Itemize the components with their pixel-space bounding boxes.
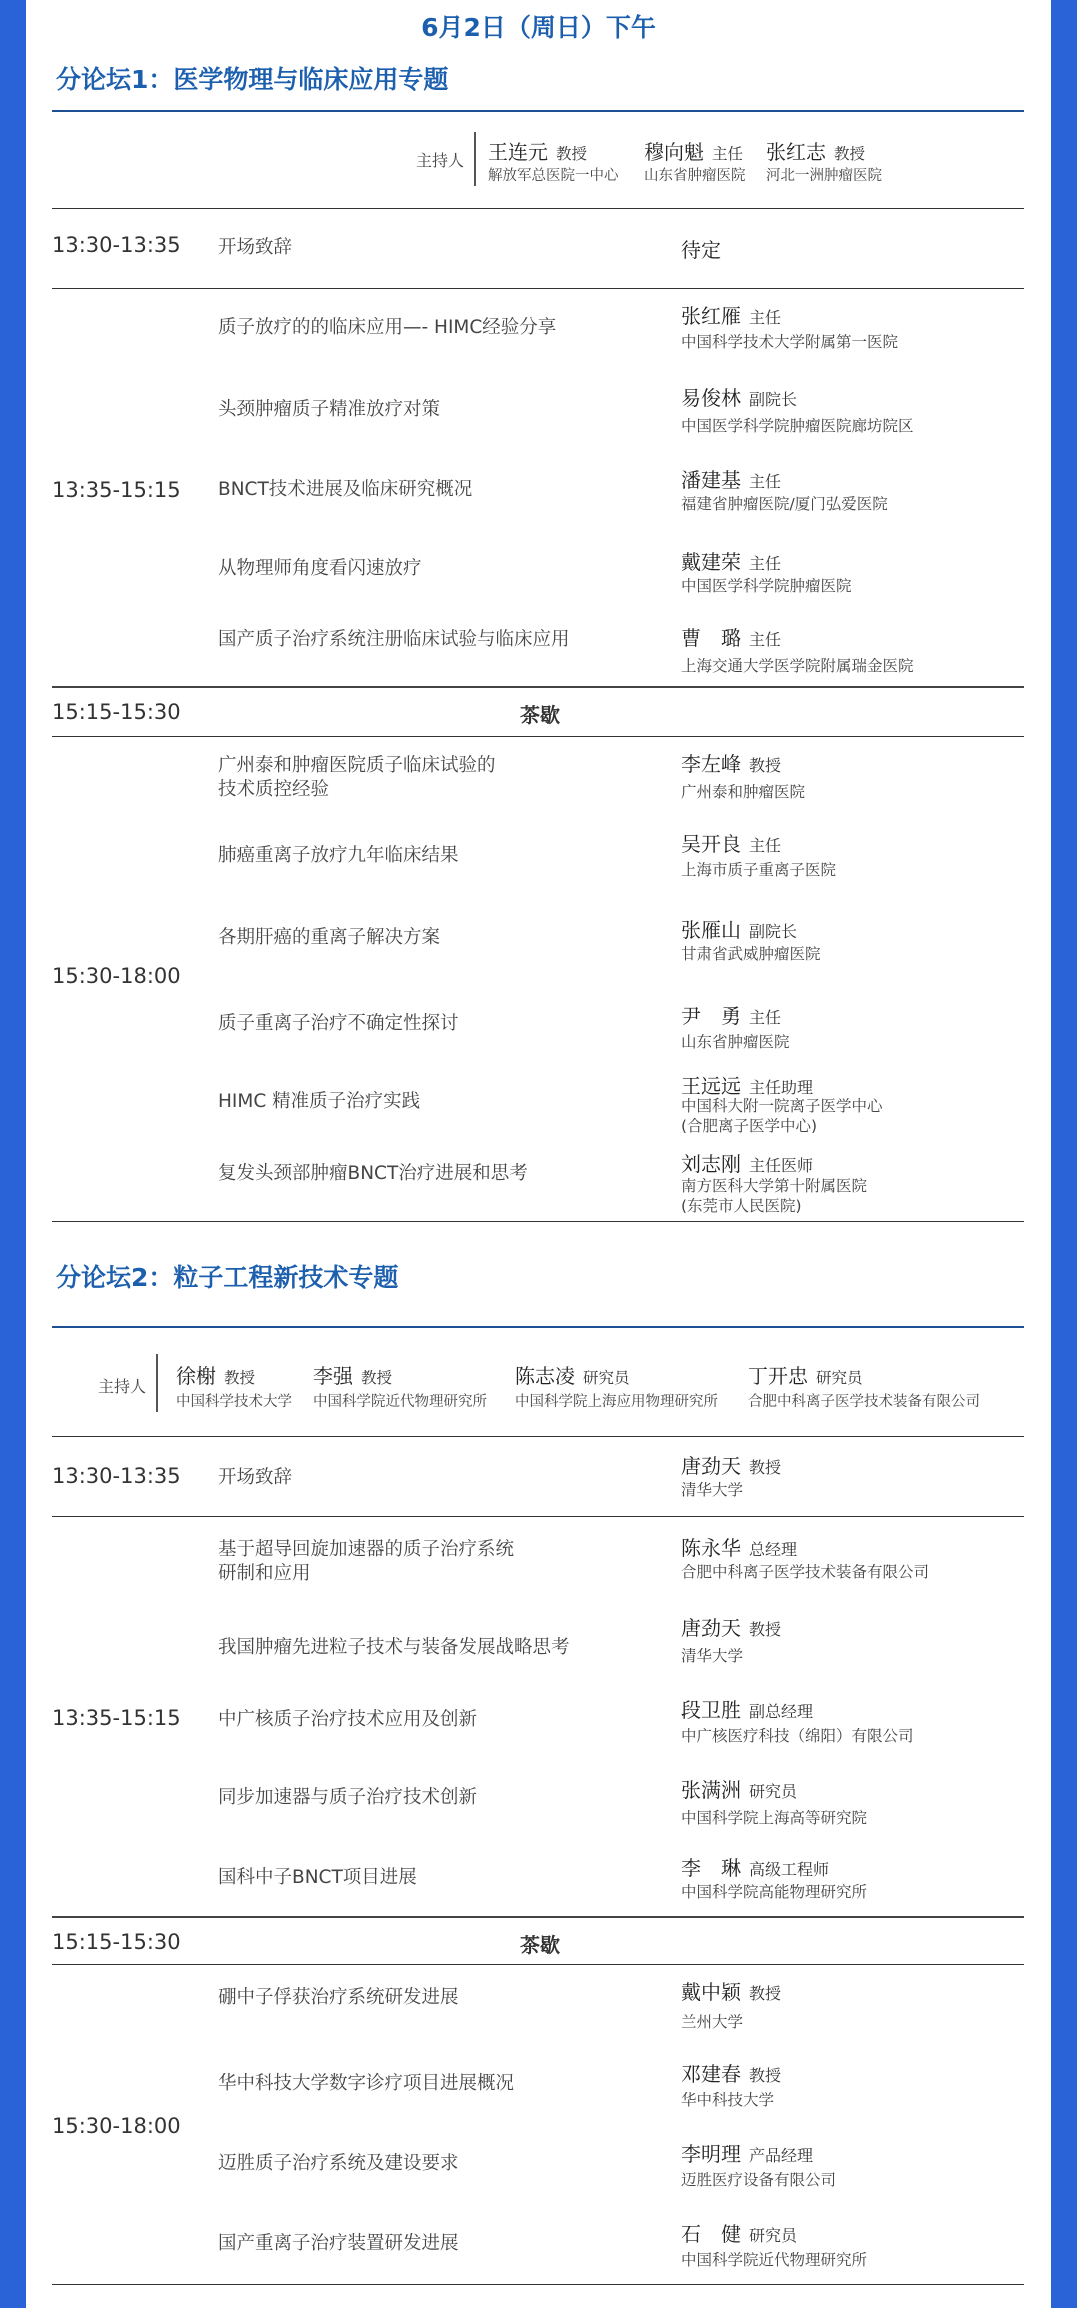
speaker (681, 2138, 813, 2167)
row-divider (52, 736, 1024, 737)
speaker-name: 戴中颖 (681, 1980, 741, 2004)
forum1-title-rule (52, 110, 1024, 112)
speaker (681, 546, 781, 575)
row-divider (52, 1221, 1024, 1222)
host-name: 穆向魁 (644, 140, 704, 164)
day-title: 6月2日（周日）下午 (421, 13, 656, 42)
forum1-host-divider (474, 132, 476, 186)
session-topic: 国科中子BNCT项目进展 (218, 1867, 417, 1888)
host-title: 教授 (834, 145, 866, 163)
speaker-org: 清华大学 (681, 1481, 744, 1499)
host-title: 研究员 (816, 1369, 863, 1387)
speaker-org: 中国科学院高能物理研究所 (681, 1883, 868, 1901)
speaker-name: 易俊林 (681, 386, 741, 410)
speaker-org: 迈胜医疗设备有限公司 (681, 2171, 837, 2189)
session-topic: 开场致辞 (218, 237, 293, 258)
speaker-title: 教授 (749, 1620, 782, 1639)
time-slot: 13:30-13:35 (52, 1464, 181, 1488)
speaker-org: 华中科技大学 (681, 2091, 775, 2109)
row-divider (52, 288, 1024, 289)
speaker-name: 曹 璐 (681, 626, 741, 650)
host-title: 主任 (712, 145, 744, 163)
session-topic: 复发头颈部肿瘤BNCT治疗进展和思考 (218, 1163, 528, 1184)
row-divider (52, 1964, 1024, 1965)
speaker-name: 张红雁 (681, 304, 741, 328)
speaker-org: 中国科学院上海高等研究院 (681, 1809, 868, 1827)
speaker-name: 潘建基 (681, 468, 741, 492)
row-divider (52, 1516, 1024, 1517)
host-name: 张红志 (766, 140, 826, 164)
time-slot: 13:35-15:15 (52, 478, 181, 502)
speaker-name: 王远远 (681, 1074, 741, 1098)
speaker-name: 尹 勇 (681, 1004, 741, 1028)
speaker-name: 张满洲 (681, 1778, 741, 1802)
speaker-title: 研究员 (749, 2226, 798, 2245)
speaker (681, 2058, 781, 2087)
forum2-host-label: 主持人 (98, 1377, 147, 1396)
time-slot: 15:30-18:00 (52, 2114, 181, 2138)
speaker-name: 李明理 (681, 2142, 741, 2166)
speaker (681, 2218, 797, 2247)
forum2-host-org: 合肥中科离子医学技术装备有限公司 (748, 1394, 980, 1410)
time-slot: 15:30-18:00 (52, 964, 181, 988)
session-topic: 硼中子俘获治疗系统研发进展 (218, 1987, 459, 2008)
speaker-name: 张雁山 (681, 918, 741, 942)
forum1-host (488, 136, 587, 165)
speaker-org: 广州泰和肿瘤医院 (681, 783, 806, 801)
forum2-host (176, 1360, 255, 1389)
row-divider (52, 686, 1024, 688)
forum2-title-rule (52, 1326, 1024, 1328)
forum1-host-org: 河北一洲肿瘤医院 (766, 168, 882, 184)
speaker-title: 教授 (749, 1458, 782, 1477)
session-topic: 从物理师角度看闪速放疗 (218, 558, 422, 579)
speaker-title: 副院长 (749, 390, 798, 409)
speaker (681, 1450, 781, 1479)
speaker-title: 总经理 (749, 1540, 798, 1559)
host-name: 王连元 (488, 140, 548, 164)
speaker-name: 唐劲天 (681, 1616, 741, 1640)
forum2-host-org: 中国科学院上海应用物理研究所 (515, 1394, 718, 1410)
speaker-title: 教授 (749, 1984, 782, 2003)
speaker-title: 主任助理 (749, 1078, 814, 1097)
session-topic: 我国肿瘤先进粒子技术与装备发展战略思考 (218, 1637, 570, 1658)
speaker (681, 300, 781, 329)
speaker-name: 唐劲天 (681, 1454, 741, 1478)
host-name: 丁开忠 (748, 1364, 808, 1388)
speaker-title: 主任 (749, 630, 782, 649)
row-divider (52, 1916, 1024, 1918)
session-topic: 华中科技大学数字诊疗项目进展概况 (218, 2073, 515, 2094)
speaker-title: 副总经理 (749, 1702, 814, 1721)
speaker-org: 甘肃省武威肿瘤医院 (681, 945, 821, 963)
speaker (681, 622, 781, 651)
tea-break: 茶歇 (520, 703, 560, 727)
host-name: 陈志凌 (515, 1364, 575, 1388)
speaker-name: 刘志刚 (681, 1152, 741, 1176)
session-topic: 质子放疗的的临床应用—- HIMC经验分享 (218, 317, 557, 338)
forum2-host (313, 1360, 392, 1389)
speaker (681, 382, 797, 411)
speaker-title: 主任 (749, 836, 782, 855)
host-title: 研究员 (583, 1369, 630, 1387)
speaker-org: 上海市质子重离子医院 (681, 861, 837, 879)
speaker-name: 吴开良 (681, 832, 741, 856)
session-topic: 质子重离子治疗不确定性探讨 (218, 1013, 459, 1034)
speaker (681, 914, 797, 943)
time-slot: 15:15-15:30 (52, 1930, 181, 1954)
time-slot: 15:15-15:30 (52, 700, 181, 724)
forum2-title: 分论坛2：粒子工程新技术专题 (56, 1263, 399, 1292)
speaker (681, 1976, 781, 2005)
forum2-host-divider (156, 1354, 158, 1412)
host-title: 教授 (224, 1369, 256, 1387)
speaker-name: 李左峰 (681, 752, 741, 776)
speaker-name: 段卫胜 (681, 1698, 741, 1722)
forum2-host (515, 1360, 630, 1389)
speaker-org: 中国科大附一院离子医学中心 (合肥离子医学中心) (681, 1097, 883, 1135)
speaker (681, 1000, 781, 1029)
session-topic: 肺癌重离子放疗九年临床结果 (218, 845, 459, 866)
speaker-title: 高级工程师 (749, 1860, 830, 1879)
speaker-title: 产品经理 (749, 2146, 814, 2165)
speaker (681, 1694, 813, 1723)
speaker-title: 教授 (749, 2066, 782, 2085)
speaker-name: 李 琳 (681, 1856, 741, 1880)
speaker-name: 陈永华 (681, 1536, 741, 1560)
speaker-org: 上海交通大学医学院附属瑞金医院 (681, 657, 914, 675)
speaker-org: 清华大学 (681, 1647, 744, 1665)
time-slot: 13:30-13:35 (52, 233, 181, 257)
session-topic: 中广核质子治疗技术应用及创新 (218, 1709, 478, 1730)
speaker-org: 南方医科大学第十附属医院 (东莞市人民医院) (681, 1177, 868, 1215)
speaker-title: 教授 (749, 756, 782, 775)
speaker-title: 副院长 (749, 922, 798, 941)
speaker-org: 福建省肿瘤医院/厦门弘爱医院 (681, 495, 888, 513)
speaker (681, 1070, 813, 1099)
session-topic: 国产重离子治疗装置研发进展 (218, 2233, 459, 2254)
forum2-host-org: 中国科学院近代物理研究所 (313, 1394, 487, 1410)
speaker (681, 464, 781, 493)
forum1-host (644, 136, 743, 165)
forum2-host-org: 中国科学技术大学 (176, 1394, 292, 1410)
speaker (681, 828, 781, 857)
session-topic: 广州泰和肿瘤医院质子临床试验的 技术质控经验 (218, 755, 496, 800)
forum1-title: 分论坛1：医学物理与临床应用专题 (56, 65, 449, 94)
row-divider (52, 2284, 1024, 2285)
speaker-name: 戴建荣 (681, 550, 741, 574)
speaker-title: 主任 (749, 472, 782, 491)
speaker (681, 1612, 781, 1641)
speaker-title: 主任 (749, 1008, 782, 1027)
forum1-host-org: 山东省肿瘤医院 (644, 168, 746, 184)
speaker-title: 研究员 (749, 1782, 798, 1801)
speaker-name: 石 健 (681, 2222, 741, 2246)
row-divider (52, 1436, 1024, 1437)
speaker (681, 748, 781, 777)
speaker-org: 中国医学科学院肿瘤医院 (681, 577, 852, 595)
speaker-name: 待定 (681, 238, 721, 262)
session-topic: 国产质子治疗系统注册临床试验与临床应用 (218, 629, 570, 650)
speaker-title: 主任 (749, 554, 782, 573)
speaker-title: 主任 (749, 308, 782, 327)
speaker (681, 1852, 829, 1881)
speaker (681, 1532, 797, 1561)
session-topic: 迈胜质子治疗系统及建设要求 (218, 2153, 459, 2174)
forum1-host-label: 主持人 (416, 151, 465, 170)
speaker (681, 1774, 797, 1803)
speaker-org: 中国科学院近代物理研究所 (681, 2251, 868, 2269)
speaker-org: 中广核医疗科技（绵阳）有限公司 (681, 1727, 914, 1745)
host-name: 徐榭 (176, 1364, 216, 1388)
forum1-host-org: 解放军总医院一中心 (488, 168, 619, 184)
speaker-org: 山东省肿瘤医院 (681, 1033, 790, 1051)
forum2-host (748, 1360, 863, 1389)
speaker-title: 主任医师 (749, 1156, 814, 1175)
agenda-page (26, 0, 1051, 2308)
speaker-org: 合肥中科离子医学技术装备有限公司 (681, 1563, 930, 1581)
session-topic: BNCT技术进展及临床研究概况 (218, 479, 473, 500)
session-topic: 头颈肿瘤质子精准放疗对策 (218, 399, 441, 420)
session-topic: 各期肝癌的重离子解决方案 (218, 927, 441, 948)
speaker-org: 中国科学技术大学附属第一医院 (681, 333, 899, 351)
time-slot: 13:35-15:15 (52, 1706, 181, 1730)
session-topic: 基于超导回旋加速器的质子治疗系统 研制和应用 (218, 1539, 515, 1584)
speaker (681, 1148, 813, 1177)
tea-break: 茶歇 (520, 1933, 560, 1957)
session-topic: HIMC 精准质子治疗实践 (218, 1091, 421, 1112)
speaker-org: 兰州大学 (681, 2013, 744, 2031)
host-title: 教授 (556, 145, 588, 163)
session-topic: 同步加速器与质子治疗技术创新 (218, 1787, 478, 1808)
speaker-org: 中国医学科学院肿瘤医院廊坊院区 (681, 417, 914, 435)
row-divider (52, 208, 1024, 209)
host-title: 教授 (361, 1369, 393, 1387)
host-name: 李强 (313, 1364, 353, 1388)
speaker-name: 邓建春 (681, 2062, 741, 2086)
forum1-host (766, 136, 865, 165)
session-topic: 开场致辞 (218, 1467, 293, 1488)
